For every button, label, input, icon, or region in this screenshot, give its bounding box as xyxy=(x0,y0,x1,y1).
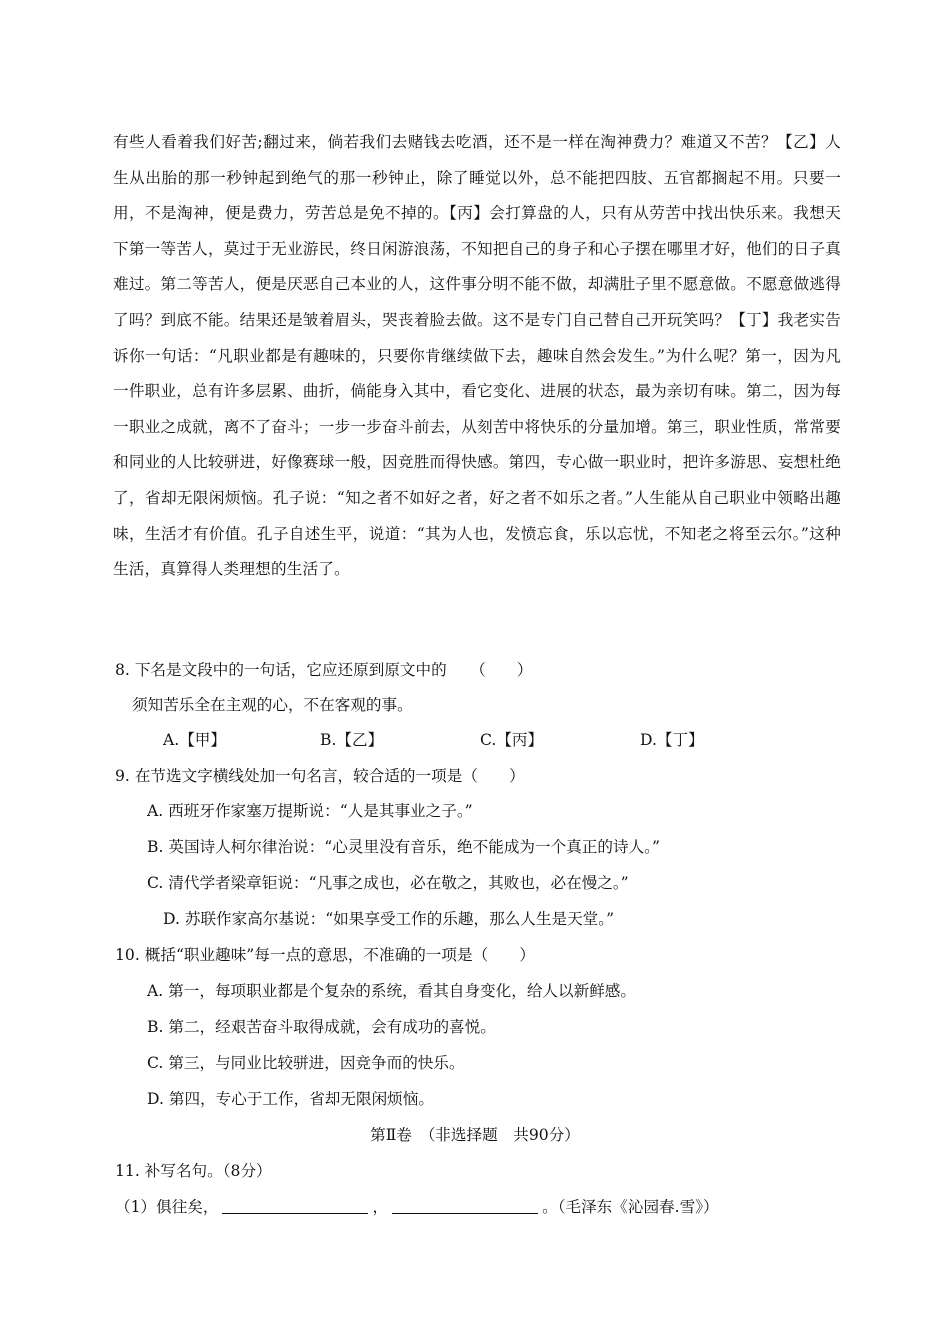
question-10-stem: 10. 概括“职业趣味”每一点的意思，不准确的一项是（ ） xyxy=(115,946,535,964)
question-11-item-1 xyxy=(115,1197,719,1217)
question-10-option-a[interactable]: A. 第一，每项职业都是个复杂的系统，看其自身变化，给人以新鲜感。 xyxy=(147,982,636,1000)
question-8-option-a[interactable]: A.【甲】 xyxy=(163,731,226,749)
question-9-option-b[interactable]: B. 英国诗人柯尔律治说：“心灵里没有音乐，绝不能成为一个真正的诗人。” xyxy=(147,838,660,856)
section-title xyxy=(0,1125,950,1145)
question-11-item-1-prefix: （1）俱往矣， xyxy=(115,1198,219,1216)
answer-blank-2[interactable] xyxy=(392,1197,538,1214)
question-8-stem: 8. 下名是文段中的一句话，它应还原到原文中的 （ ） xyxy=(115,661,533,679)
question-8-option-b[interactable]: B.【乙】 xyxy=(320,731,384,749)
question-9-option-c[interactable]: C. 清代学者梁章钜说：“凡事之成也，必在敬之，其败也，必在慢之。” xyxy=(147,874,629,892)
question-10-option-c[interactable]: C. 第三，与同业比较骈进，因竞争而的快乐。 xyxy=(147,1054,465,1072)
question-10-option-b[interactable]: B. 第二，经艰苦奋斗取得成就，会有成功的喜悦。 xyxy=(147,1018,496,1036)
question-11-stem: 11. 补写名句。（8分） xyxy=(115,1162,272,1180)
question-9-option-a[interactable]: A. 西班牙作家塞万提斯说：“人是其事业之子。” xyxy=(147,802,473,820)
question-8-option-d[interactable]: D.【丁】 xyxy=(640,731,704,749)
section-title-text: 第Ⅱ卷 （非选择题 共90分） xyxy=(370,1126,580,1144)
question-9-option-d[interactable]: D. 苏联作家高尔基说：“如果享受工作的乐趣，那么人生是天堂。” xyxy=(163,910,615,928)
question-8-options xyxy=(0,730,950,750)
question-11-item-1-separator: ， xyxy=(372,1198,389,1216)
question-11-item-1-suffix: 。（毛泽东《沁园春.雪》） xyxy=(542,1198,719,1216)
reading-passage: 有些人看着我们好苦;翻过来，倘若我们去赌钱去吃酒，还不是一样在淘神费力？难道又不苦？【乙】人生从出胎的那一秒钟起到绝气的那一秒钟止，除了睡觉以外，总不能把四肢、五官都搁起不用。只要一用，不是淘神，便是费力，劳苦总是免不掉的。【丙】会打算盘的人，只有从劳苦中找出快乐来。我想天下第一等苦人，莫过于无业游民，终日闲游浪荡，不知把自己的身子和心子摆在哪里才好，他们的日子真难过。第二等苦人，便是厌恶自己本业的人，这件事分明不能不做，却满肚子里不愿意做。不愿意做逃得了吗？到底不能。结果还是皱着眉头，哭丧着脸去做。这不是专门自己替自己开玩笑吗？【丁】我老实告诉你一句话：“凡职业都是有趣味的，只要你肯继续做下去，趣味自然会发生。”为什么呢？第一，因为凡一件职业，总有许多层累、曲折，倘能身入其中，看它变化、进展的状态，最为亲切有味。第二，因为每一职业之成就，离不了奋斗；一步一步奋斗前去，从刻苦中将快乐的分量加增。第三，职业性质，常常要和同业的人比较骈进，好像赛球一般，因竞胜而得快感。第四，专心做一职业时，把许多游思、妄想杜绝了，省却无限闲烦恼。孔子说：“知之者不如好之者，好之者不如乐之者。”人生能从自己职业中领略出趣味，生活才有价值。孔子自述生平，说道：“其为人也，发愤忘食，乐以忘忧，不知老之将至云尔。”这种生活，真算得人类理想的生活了。 xyxy=(113,133,841,579)
answer-blank-1[interactable] xyxy=(222,1197,368,1214)
question-8-option-c[interactable]: C.【丙】 xyxy=(480,731,544,749)
question-8-sentence: 须知苦乐全在主观的心，不在客观的事。 xyxy=(132,696,413,714)
question-10-option-d[interactable]: D. 第四，专心于工作，省却无限闲烦恼。 xyxy=(147,1090,434,1108)
question-9-stem: 9. 在节选文字横线处加一句名言，较合适的一项是（ ） xyxy=(115,767,525,785)
